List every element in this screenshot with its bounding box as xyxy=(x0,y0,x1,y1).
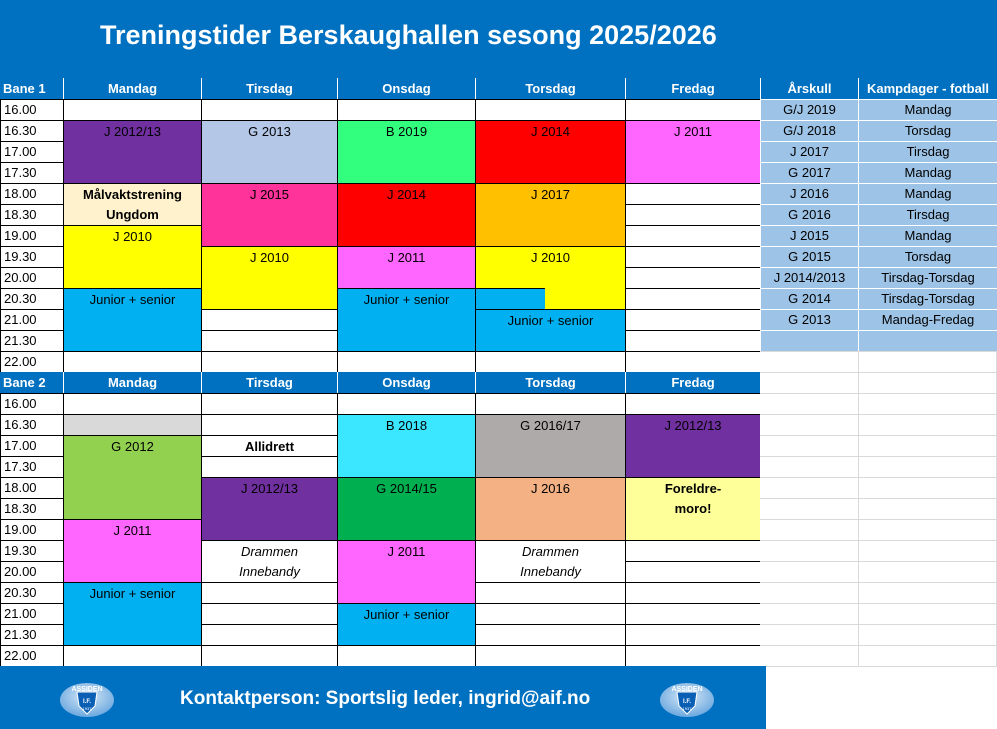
arskull-cell: G 2016 xyxy=(760,204,858,225)
grid-line xyxy=(760,393,997,394)
block-label: B 2019 xyxy=(385,124,428,139)
training-block xyxy=(201,477,337,540)
empty-slot xyxy=(201,624,337,645)
arskull-cell: G 2015 xyxy=(760,246,858,267)
time-label: 21.00 xyxy=(0,309,63,330)
empty-slot xyxy=(337,393,475,414)
day-header: Fredag xyxy=(625,78,760,99)
block-label: J 2011 xyxy=(387,544,426,559)
day-header: Onsdag xyxy=(337,78,475,99)
arskull-cell: J 2015 xyxy=(760,225,858,246)
empty-slot xyxy=(625,288,760,309)
time-label: 18.00 xyxy=(0,477,63,498)
grid-line xyxy=(760,414,997,415)
arskull-cell: J 2014/2013 xyxy=(760,267,858,288)
empty-slot xyxy=(337,645,475,666)
day-header: Mandag xyxy=(63,78,201,99)
day-header: Tirsdag xyxy=(201,78,337,99)
training-block xyxy=(475,414,625,477)
grid-line xyxy=(760,435,997,436)
empty-slot xyxy=(625,309,760,330)
time-label: 16.30 xyxy=(0,414,63,435)
training-block xyxy=(63,519,201,582)
training-block xyxy=(63,288,201,351)
contact-text: Kontaktperson: Sportslig leder, ingrid@aif.no xyxy=(180,688,591,709)
block-label: J 2011 xyxy=(113,523,152,538)
training-block xyxy=(625,477,760,540)
empty-slot xyxy=(475,582,625,603)
empty-slot xyxy=(625,330,760,351)
time-label: 16.00 xyxy=(0,99,63,120)
time-label: 21.00 xyxy=(0,603,63,624)
logo-text-year: 1937 xyxy=(82,706,92,711)
arskull-cell: J 2017 xyxy=(760,141,858,162)
empty-slot xyxy=(201,330,337,351)
time-label: 17.00 xyxy=(0,141,63,162)
training-block xyxy=(63,183,201,225)
empty-slot xyxy=(201,99,337,120)
training-block xyxy=(337,120,475,183)
empty-slot xyxy=(475,351,625,372)
block-label: Junior + senior xyxy=(363,292,450,307)
page-title: Treningstider Berskaughallen sesong 2025/2026 xyxy=(100,20,717,50)
training-block xyxy=(337,246,475,288)
training-block xyxy=(201,246,337,309)
grid-line xyxy=(760,519,997,520)
grid-line xyxy=(760,561,997,562)
empty-slot xyxy=(63,645,201,666)
empty-slot xyxy=(625,183,760,204)
day-header: Torsdag xyxy=(475,372,625,393)
empty-slot xyxy=(625,645,760,666)
club-logo-icon xyxy=(658,680,716,720)
kampdag-cell: Tirsdag-Torsdag xyxy=(858,288,997,309)
grid-line xyxy=(760,498,997,499)
block-label: Innebandy xyxy=(520,564,581,579)
empty-slot xyxy=(201,414,337,435)
block-label: Junior + senior xyxy=(363,607,450,622)
time-label: 20.00 xyxy=(0,267,63,288)
day-header: Onsdag xyxy=(337,372,475,393)
time-label: 20.00 xyxy=(0,561,63,582)
logo-text-mid: I.F. xyxy=(682,699,692,705)
empty-slot xyxy=(475,624,625,645)
block-label: Drammen xyxy=(240,544,299,559)
block-label: Ungdom xyxy=(106,207,159,222)
training-block xyxy=(201,183,337,246)
logo-text-mid: I.F. xyxy=(82,699,92,705)
empty-slot xyxy=(625,540,760,561)
empty-slot xyxy=(475,603,625,624)
section-label: Bane 1 xyxy=(0,78,63,99)
time-label: 20.30 xyxy=(0,582,63,603)
empty-slot xyxy=(337,99,475,120)
grid-line xyxy=(760,603,997,604)
block-label: J 2012/13 xyxy=(240,481,299,496)
grid-line xyxy=(760,456,997,457)
grid-line xyxy=(760,372,997,373)
time-label: 22.00 xyxy=(0,645,63,666)
training-block xyxy=(63,435,201,519)
block-label: J 2014 xyxy=(530,124,571,139)
empty-slot xyxy=(625,204,760,225)
training-block xyxy=(337,540,475,603)
logo-text-year: 1937 xyxy=(682,706,692,711)
day-header: Torsdag xyxy=(475,78,625,99)
kampdag-cell: Mandag xyxy=(858,183,997,204)
time-label: 19.30 xyxy=(0,540,63,561)
time-label: 21.30 xyxy=(0,330,63,351)
grid-line xyxy=(760,477,997,478)
kampdag-cell: Tirsdag xyxy=(858,141,997,162)
time-label: 19.00 xyxy=(0,225,63,246)
logo-text-top: ASSIDEN xyxy=(71,686,103,693)
kampdag-cell: Tirsdag xyxy=(858,204,997,225)
empty-slot xyxy=(625,582,760,603)
arskull-cell: G 2014 xyxy=(760,288,858,309)
empty-slot xyxy=(625,351,760,372)
training-block xyxy=(625,120,760,183)
grid-line xyxy=(760,645,997,646)
block-label: J 2010 xyxy=(249,250,290,265)
kampdag-cell: Mandag xyxy=(858,162,997,183)
day-header: Fredag xyxy=(625,372,760,393)
kampdag-cell: Mandag xyxy=(858,225,997,246)
arskull-cell: G 2013 xyxy=(760,309,858,330)
empty-slot xyxy=(625,624,760,645)
time-label: 16.30 xyxy=(0,120,63,141)
block-label: J 2017 xyxy=(530,187,571,202)
training-block xyxy=(475,540,625,582)
training-block xyxy=(63,582,201,645)
training-block xyxy=(625,414,760,477)
footer-grid xyxy=(766,666,997,729)
block-label: Innebandy xyxy=(239,564,300,579)
empty-slot xyxy=(475,645,625,666)
block-label: J 2010 xyxy=(112,229,153,244)
block-label: G 2016/17 xyxy=(520,418,581,433)
empty-slot xyxy=(337,351,475,372)
block-label: Junior + senior xyxy=(89,586,176,601)
schedule-sheet xyxy=(0,78,997,666)
grid-line xyxy=(760,540,997,541)
kampdag-cell: Tirsdag-Torsdag xyxy=(858,267,997,288)
training-block xyxy=(475,288,545,309)
footer-band xyxy=(0,666,766,729)
empty-slot xyxy=(625,561,760,582)
time-label: 21.30 xyxy=(0,624,63,645)
empty-slot xyxy=(201,603,337,624)
club-logo-icon xyxy=(58,680,116,720)
time-label: 20.30 xyxy=(0,288,63,309)
training-block xyxy=(475,120,625,183)
section-label: Bane 2 xyxy=(0,372,63,393)
training-block xyxy=(63,225,201,288)
training-block xyxy=(201,540,337,582)
training-block xyxy=(201,120,337,183)
block-label: J 2011 xyxy=(387,250,426,265)
day-header: Tirsdag xyxy=(201,372,337,393)
training-block xyxy=(201,435,337,456)
empty-slot xyxy=(201,309,337,330)
block-label: Foreldre- xyxy=(664,481,722,496)
empty-slot xyxy=(475,393,625,414)
time-label: 18.00 xyxy=(0,183,63,204)
training-block xyxy=(337,288,475,351)
empty-slot xyxy=(475,99,625,120)
block-label: Junior + senior xyxy=(507,313,594,328)
time-label: 17.30 xyxy=(0,162,63,183)
time-label: 17.30 xyxy=(0,456,63,477)
empty-slot xyxy=(63,351,201,372)
kampdag-cell: Torsdag xyxy=(858,120,997,141)
block-label: G 2013 xyxy=(248,124,291,139)
empty-slot xyxy=(201,393,337,414)
block-label: Målvaktstrening xyxy=(83,187,182,202)
training-block xyxy=(475,477,625,540)
arskull-cell: G/J 2019 xyxy=(760,99,858,120)
empty-slot xyxy=(201,582,337,603)
kampdag-cell: Torsdag xyxy=(858,246,997,267)
block-label: G 2012 xyxy=(111,439,154,454)
arskull-header: Årskull xyxy=(760,78,858,99)
training-block xyxy=(337,414,475,477)
time-label: 18.30 xyxy=(0,498,63,519)
kampdager-header: Kampdager - fotball xyxy=(858,78,997,99)
grid-line xyxy=(760,582,997,583)
block-label: J 2014 xyxy=(386,187,427,202)
block-label: J 2011 xyxy=(673,124,713,139)
empty-slot xyxy=(63,99,201,120)
training-block xyxy=(63,414,201,435)
arskull-cell: G/J 2018 xyxy=(760,120,858,141)
block-label: Drammen xyxy=(521,544,580,559)
day-header: Mandag xyxy=(63,372,201,393)
training-block xyxy=(337,183,475,246)
empty-slot xyxy=(625,225,760,246)
block-label: J 2015 xyxy=(249,187,290,202)
block-label: Junior + senior xyxy=(89,292,176,307)
empty-slot xyxy=(625,603,760,624)
kampdag-cell xyxy=(858,330,997,351)
block-label: Allidrett xyxy=(244,439,295,454)
grid-line xyxy=(760,624,997,625)
grid-line xyxy=(760,351,997,352)
arskull-cell: G 2017 xyxy=(760,162,858,183)
block-label: J 2010 xyxy=(530,250,571,265)
logo-text-top: ASSIDEN xyxy=(671,686,703,693)
time-label: 22.00 xyxy=(0,351,63,372)
block-label: J 2016 xyxy=(530,481,571,496)
training-block xyxy=(337,477,475,540)
arskull-cell: J 2016 xyxy=(760,183,858,204)
empty-slot xyxy=(201,351,337,372)
empty-slot xyxy=(625,99,760,120)
empty-slot xyxy=(625,246,760,267)
empty-slot xyxy=(201,645,337,666)
empty-slot xyxy=(201,456,337,477)
block-label: moro! xyxy=(674,501,712,516)
time-label: 19.00 xyxy=(0,519,63,540)
time-label: 17.00 xyxy=(0,435,63,456)
time-label: 16.00 xyxy=(0,393,63,414)
kampdag-cell: Mandag xyxy=(858,99,997,120)
time-label: 18.30 xyxy=(0,204,63,225)
training-block xyxy=(63,120,201,183)
training-block xyxy=(475,183,625,246)
empty-slot xyxy=(625,393,760,414)
training-block xyxy=(337,603,475,645)
arskull-cell xyxy=(760,330,858,351)
empty-slot xyxy=(625,267,760,288)
header-band xyxy=(0,0,997,78)
block-label: J 2012/13 xyxy=(103,124,162,139)
kampdag-cell: Mandag-Fredag xyxy=(858,309,997,330)
training-block xyxy=(475,309,625,351)
block-label: B 2018 xyxy=(385,418,428,433)
block-label: J 2012/13 xyxy=(664,418,722,433)
empty-slot xyxy=(63,393,201,414)
time-label: 19.30 xyxy=(0,246,63,267)
block-label: G 2014/15 xyxy=(376,481,437,496)
